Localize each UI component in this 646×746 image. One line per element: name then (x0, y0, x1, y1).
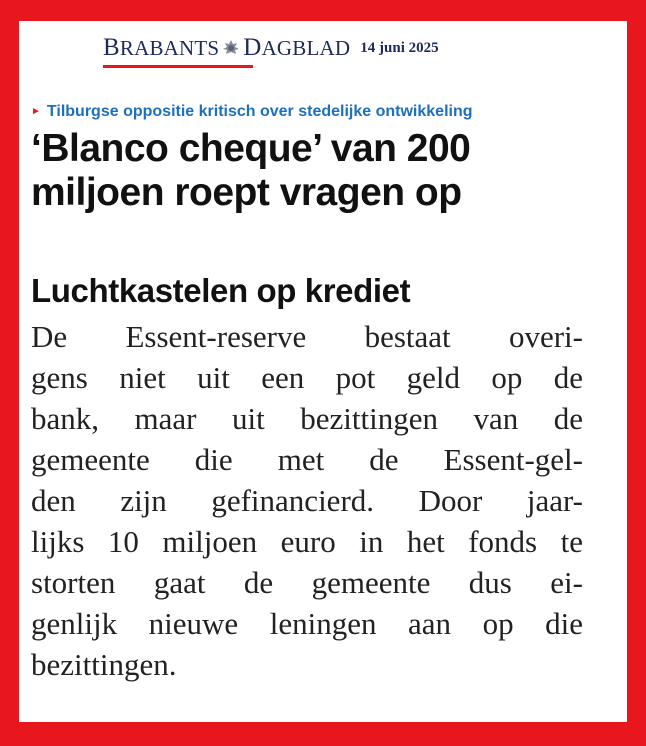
crest-icon (221, 38, 241, 58)
kicker-text: Tilburgse oppositie kritisch over stedelijke ontwikkeling (46, 103, 473, 120)
newspaper-clipping (19, 21, 627, 722)
body-line: bezittingen. (31, 647, 177, 682)
masthead-rule (103, 65, 253, 68)
body-line: gens niet uit een pot geld op de (31, 360, 583, 395)
masthead (103, 33, 439, 67)
article-body (31, 316, 583, 685)
headline-line-1: ‘Blanco cheque’ van 200 (31, 127, 471, 170)
arrow-right-icon: ► (31, 106, 41, 117)
body-line: genlijk nieuwe leningen aan op die (31, 606, 583, 641)
newspaper-logo (103, 33, 350, 65)
publication-date: 14 juni 2025 (360, 40, 439, 56)
body-line: storten gaat de gemeente dus ei- (31, 565, 583, 600)
logo-brabants: BRABANTS (103, 34, 220, 61)
body-line: lijks 10 miljoen euro in het fonds te (31, 524, 583, 559)
article-headline (31, 127, 621, 215)
logo-dagblad: DAGBLAD (243, 34, 351, 61)
article-subheading: Luchtkastelen op krediet (31, 272, 411, 309)
body-line: bank, maar uit bezittingen van de (31, 401, 583, 436)
body-line: gemeente die met de Essent-gel- (31, 442, 583, 477)
body-line: den zijn gefinancierd. Door jaar- (31, 483, 583, 518)
body-line: De Essent-reserve bestaat overi- (31, 319, 583, 354)
headline-line-2: miljoen roept vragen op (31, 171, 462, 214)
article-kicker (31, 103, 473, 121)
